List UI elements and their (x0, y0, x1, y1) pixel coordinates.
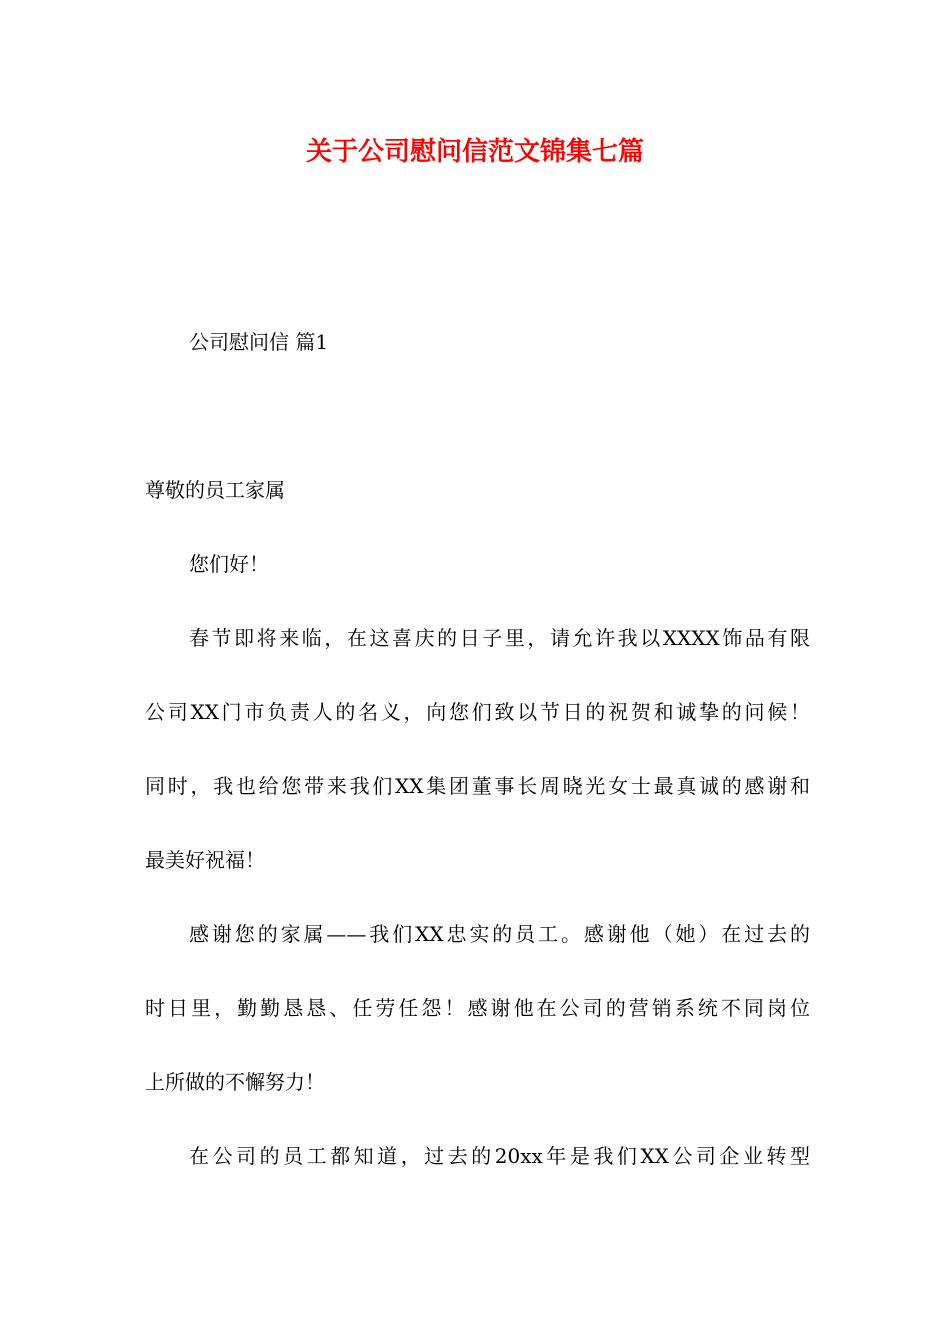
paragraph-line: 春节即将来临，在这喜庆的日子里，请允许我以XXXX饰品有限 (189, 626, 810, 650)
paragraph-line: 公司XX门市负责人的名义，向您们致以节日的祝贺和诚挚的问候！ (145, 700, 810, 724)
section-heading: 公司慰问信 篇1 (189, 330, 329, 354)
paragraph-line: 时日里，勤勤恳恳、任劳任怨！感谢他在公司的营销系统不同岗位 (145, 996, 810, 1020)
paragraph-line: 最美好祝福！ (145, 848, 265, 872)
letter-body (145, 453, 810, 1193)
document-title: 关于公司慰问信范文锦集七篇 (305, 137, 644, 167)
paragraph-line: 上所做的不懈努力！ (145, 1070, 325, 1094)
salutation: 尊敬的员工家属 (145, 478, 285, 502)
paragraph-line: 在公司的员工都知道，过去的20xx年是我们XX公司企业转型 (189, 1144, 810, 1168)
paragraph-line: 同时，我也给您带来我们XX集团董事长周晓光女士最真诚的感谢和 (145, 774, 810, 798)
greeting: 您们好！ (189, 552, 269, 576)
paragraph-line: 感谢您的家属——我们XX忠实的员工。感谢他（她）在过去的 (189, 922, 810, 946)
